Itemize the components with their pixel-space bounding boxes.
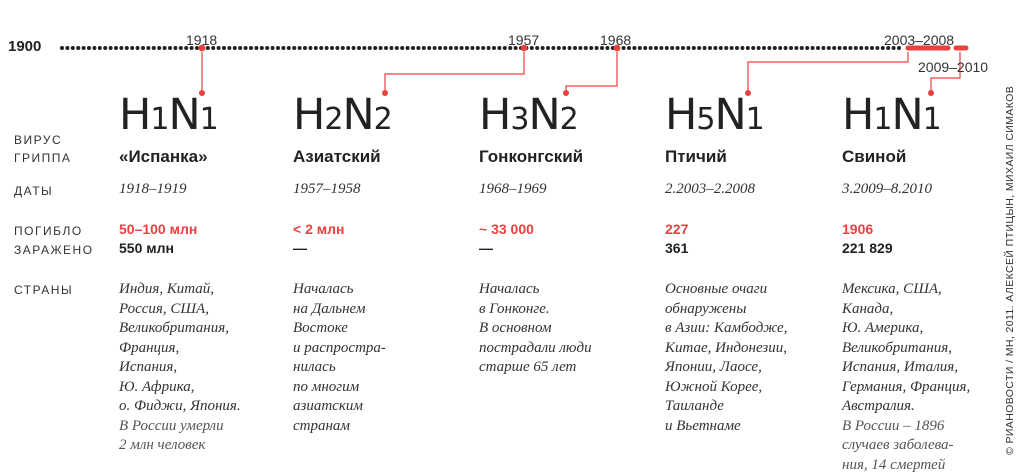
pandemic-name: Гонконгский — [479, 147, 583, 167]
countries-line: Ю. Америка, — [842, 319, 970, 339]
countries-line: в Азии: Камбодже, — [665, 319, 787, 339]
pandemic-name: Азиатский — [293, 147, 381, 167]
note-line: ния, 14 смертей — [842, 456, 970, 475]
timeline-dot — [859, 46, 863, 50]
death-count: 1906 — [842, 221, 873, 237]
countries-text — [842, 280, 970, 475]
virus-code: H2N2 — [293, 90, 392, 140]
timeline-dot — [314, 46, 318, 50]
timeline-dot — [746, 46, 750, 50]
timeline-dot — [676, 46, 680, 50]
timeline-dot — [568, 46, 572, 50]
timeline-dot — [643, 46, 647, 50]
row-label-dates: ДАТЫ — [14, 184, 53, 198]
timeline-dot — [784, 46, 788, 50]
countries-line: пострадали люди — [479, 339, 592, 359]
timeline-dot — [465, 46, 469, 50]
timeline-dot — [168, 46, 172, 50]
infected-count: — — [479, 240, 493, 256]
countries-line: Ю. Африка, — [119, 378, 241, 398]
timeline-dot — [562, 46, 566, 50]
timeline-dot — [411, 46, 415, 50]
timeline-dot — [546, 46, 550, 50]
infected-count: 221 829 — [842, 240, 893, 256]
timeline-dot — [578, 46, 582, 50]
year-marker-label: 1918 — [186, 32, 217, 48]
row-label-died: ПОГИБЛО — [14, 224, 83, 238]
countries-line: в Гонконге. — [479, 300, 592, 320]
pandemic-dates: 3.2009–8.2010 — [842, 181, 932, 198]
countries-line: о. Фиджи, Япония. — [119, 397, 241, 417]
timeline-dot — [800, 46, 804, 50]
timeline-dot — [681, 46, 685, 50]
timeline-dot — [762, 46, 766, 50]
timeline-dot — [422, 46, 426, 50]
countries-line: Испания, — [119, 358, 241, 378]
timeline-dot — [735, 46, 739, 50]
timeline-dot — [65, 46, 69, 50]
timeline-dot — [427, 46, 431, 50]
timeline-dot — [92, 46, 96, 50]
timeline-dot — [233, 46, 237, 50]
timeline-dot — [249, 46, 253, 50]
pandemic-dates: 1918–1919 — [119, 181, 187, 198]
leader-line — [566, 52, 617, 93]
timeline-dot — [87, 46, 91, 50]
timeline-dot — [238, 46, 242, 50]
timeline-dot — [595, 46, 599, 50]
countries-line: и Вьетнаме — [665, 417, 787, 437]
countries-line: Индия, Китай, — [119, 280, 241, 300]
timeline-dot — [76, 46, 80, 50]
timeline-dot — [368, 46, 372, 50]
timeline-dot — [584, 46, 588, 50]
countries-line: Основные очаги — [665, 280, 787, 300]
countries-line: азиатским — [293, 397, 386, 417]
pandemic-name: «Испанка» — [119, 147, 208, 167]
timeline-dot — [341, 46, 345, 50]
leader-line — [748, 52, 908, 93]
timeline-dot — [271, 46, 275, 50]
countries-line: Германия, Франция, — [842, 378, 970, 398]
row-label-virus: ВИРУС — [14, 133, 62, 147]
timeline-dot — [573, 46, 577, 50]
timeline-dot — [832, 46, 836, 50]
virus-code: H5N1 — [665, 90, 764, 140]
timeline-dot — [308, 46, 312, 50]
death-count: 227 — [665, 221, 688, 237]
countries-line: по многим — [293, 378, 386, 398]
countries-line: Австралия. — [842, 397, 970, 417]
timeline-dot — [103, 46, 107, 50]
countries-line: обнаружены — [665, 300, 787, 320]
timeline-dot — [227, 46, 231, 50]
timeline-dot — [152, 46, 156, 50]
timeline-dot — [789, 46, 793, 50]
pandemic-dates: 1968–1969 — [479, 181, 547, 198]
countries-line: Россия, США, — [119, 300, 241, 320]
timeline-dot — [740, 46, 744, 50]
death-count: < 2 млн — [293, 221, 344, 237]
infected-count: 550 млн — [119, 240, 174, 256]
timeline-dot — [708, 46, 712, 50]
timeline-dot — [811, 46, 815, 50]
countries-line: Востоке — [293, 319, 386, 339]
timeline-dot — [60, 46, 64, 50]
virus-code: H1N1 — [842, 90, 941, 140]
timeline-dot — [487, 46, 491, 50]
timeline-dot — [724, 46, 728, 50]
countries-line: Началась — [293, 280, 386, 300]
timeline-dot — [335, 46, 339, 50]
timeline-dot — [346, 46, 350, 50]
timeline-dot — [362, 46, 366, 50]
timeline-dot — [481, 46, 485, 50]
infected-count: — — [293, 240, 307, 256]
timeline-dot — [114, 46, 118, 50]
countries-line: Китае, Индонезии, — [665, 339, 787, 359]
timeline-dot — [136, 46, 140, 50]
timeline-dot — [449, 46, 453, 50]
pandemic-dates: 1957–1958 — [293, 181, 361, 198]
timeline-dot — [130, 46, 134, 50]
timeline-dot — [719, 46, 723, 50]
timeline-dot — [303, 46, 307, 50]
timeline-dot — [119, 46, 123, 50]
timeline-dot — [632, 46, 636, 50]
countries-line: Великобритания, — [842, 339, 970, 359]
timeline-dot — [551, 46, 555, 50]
timeline-dot — [82, 46, 86, 50]
timeline-dot — [773, 46, 777, 50]
countries-line: странам — [293, 417, 386, 437]
timeline-dot — [222, 46, 226, 50]
timeline-dot — [319, 46, 323, 50]
timeline-dot — [406, 46, 410, 50]
timeline-dot — [292, 46, 296, 50]
timeline-dot — [659, 46, 663, 50]
timeline-dot — [217, 46, 221, 50]
countries-line: В основном — [479, 319, 592, 339]
virus-code: H1N1 — [119, 90, 218, 140]
timeline-dot — [163, 46, 167, 50]
timeline-dot — [843, 46, 847, 50]
row-label-virus: ГРИППА — [14, 151, 71, 165]
timeline-dot — [98, 46, 102, 50]
timeline-dot — [703, 46, 707, 50]
timeline-dot — [854, 46, 858, 50]
timeline-dot — [875, 46, 879, 50]
timeline-dot — [497, 46, 501, 50]
timeline-dot — [767, 46, 771, 50]
timeline-dot — [416, 46, 420, 50]
countries-line: Южной Корее, — [665, 378, 787, 398]
timeline-dot — [352, 46, 356, 50]
timeline-dot — [179, 46, 183, 50]
timeline-dot — [805, 46, 809, 50]
pandemic-name: Птичий — [665, 147, 727, 167]
timeline-dot — [173, 46, 177, 50]
credit-line: © РИАНОВОСТИ / МН, 2011. АЛЕКСЕЙ ПТИЦЫН, МИХАИЛ СИМАКОВ — [1004, 86, 1016, 455]
note-line: В России – 1896 — [842, 417, 970, 437]
note-line: 2 млн человек — [119, 436, 241, 456]
countries-text — [479, 280, 592, 378]
note-line: случаев заболева- — [842, 436, 970, 456]
timeline-dot — [460, 46, 464, 50]
pandemic-dates: 2.2003–2.2008 — [665, 181, 755, 198]
countries-text — [293, 280, 386, 436]
row-label-infected: ЗАРАЖЕНО — [14, 243, 94, 257]
timeline-dot — [541, 46, 545, 50]
timeline-dot — [848, 46, 852, 50]
timeline-dot — [692, 46, 696, 50]
timeline-dot — [638, 46, 642, 50]
death-count: 50–100 млн — [119, 221, 197, 237]
timeline-dot — [670, 46, 674, 50]
timeline-dot — [470, 46, 474, 50]
note-line: В России умерли — [119, 417, 241, 437]
countries-line: Испания, Италия, — [842, 358, 970, 378]
timeline-dot — [244, 46, 248, 50]
timeline-dot — [649, 46, 653, 50]
timeline-dot — [816, 46, 820, 50]
timeline-dot — [260, 46, 264, 50]
timeline-dot — [589, 46, 593, 50]
timeline-dot — [357, 46, 361, 50]
timeline-dot — [276, 46, 280, 50]
countries-line: Франция, — [119, 339, 241, 359]
timeline-dot — [384, 46, 388, 50]
countries-line: Началась — [479, 280, 592, 300]
leader-line — [385, 52, 524, 93]
timeline-dot — [778, 46, 782, 50]
timeline-dot — [71, 46, 75, 50]
timeline-dot — [827, 46, 831, 50]
countries-line: нилась — [293, 358, 386, 378]
timeline-dot — [281, 46, 285, 50]
timeline-dot — [492, 46, 496, 50]
timeline-dot — [665, 46, 669, 50]
timeline-dot — [870, 46, 874, 50]
timeline-dot — [757, 46, 761, 50]
timeline-dot — [400, 46, 404, 50]
timeline-dot — [454, 46, 458, 50]
timeline-dot — [146, 46, 150, 50]
timeline-dot — [141, 46, 145, 50]
countries-text — [119, 280, 241, 456]
countries-line: Таиланде — [665, 397, 787, 417]
timeline-start-year: 1900 — [8, 38, 41, 55]
timeline-dot — [730, 46, 734, 50]
countries-line: на Дальнем — [293, 300, 386, 320]
year-marker-label: 2003–2008 — [884, 32, 954, 48]
countries-line: старше 65 лет — [479, 358, 592, 378]
year-marker-label: 1968 — [600, 32, 631, 48]
pandemic-name: Свиной — [842, 147, 906, 167]
timeline-dot — [395, 46, 399, 50]
timeline-dot — [557, 46, 561, 50]
timeline-dot — [821, 46, 825, 50]
timeline-dot — [287, 46, 291, 50]
timeline-dot — [373, 46, 377, 50]
countries-line: Мексика, США, — [842, 280, 970, 300]
countries-line: и распростра- — [293, 339, 386, 359]
death-count: ~ 33 000 — [479, 221, 534, 237]
timeline-dot — [865, 46, 869, 50]
countries-text — [665, 280, 787, 436]
year-marker-label: 1957 — [508, 32, 539, 48]
timeline-dot — [298, 46, 302, 50]
infected-count: 361 — [665, 240, 688, 256]
timeline-dot — [389, 46, 393, 50]
countries-line: Японии, Лаосе, — [665, 358, 787, 378]
timeline-dot — [443, 46, 447, 50]
timeline-dot — [654, 46, 658, 50]
timeline-dot — [330, 46, 334, 50]
timeline-dot — [686, 46, 690, 50]
timeline-dot — [109, 46, 113, 50]
timeline-dot — [325, 46, 329, 50]
timeline-dot — [379, 46, 383, 50]
timeline-dot — [125, 46, 129, 50]
countries-line: Канада, — [842, 300, 970, 320]
timeline-dot — [265, 46, 269, 50]
timeline-dot — [713, 46, 717, 50]
timeline-dot — [503, 46, 507, 50]
timeline-dot — [794, 46, 798, 50]
countries-line: Великобритания, — [119, 319, 241, 339]
timeline-dot — [838, 46, 842, 50]
timeline-dot — [254, 46, 258, 50]
timeline-dot — [697, 46, 701, 50]
timeline-dot — [433, 46, 437, 50]
row-label-countries: СТРАНЫ — [14, 283, 73, 297]
timeline-dot — [476, 46, 480, 50]
year-marker-label: 2009–2010 — [918, 59, 988, 75]
virus-code: H3N2 — [479, 90, 578, 140]
timeline-dot — [438, 46, 442, 50]
timeline-dot — [751, 46, 755, 50]
timeline-dot — [157, 46, 161, 50]
